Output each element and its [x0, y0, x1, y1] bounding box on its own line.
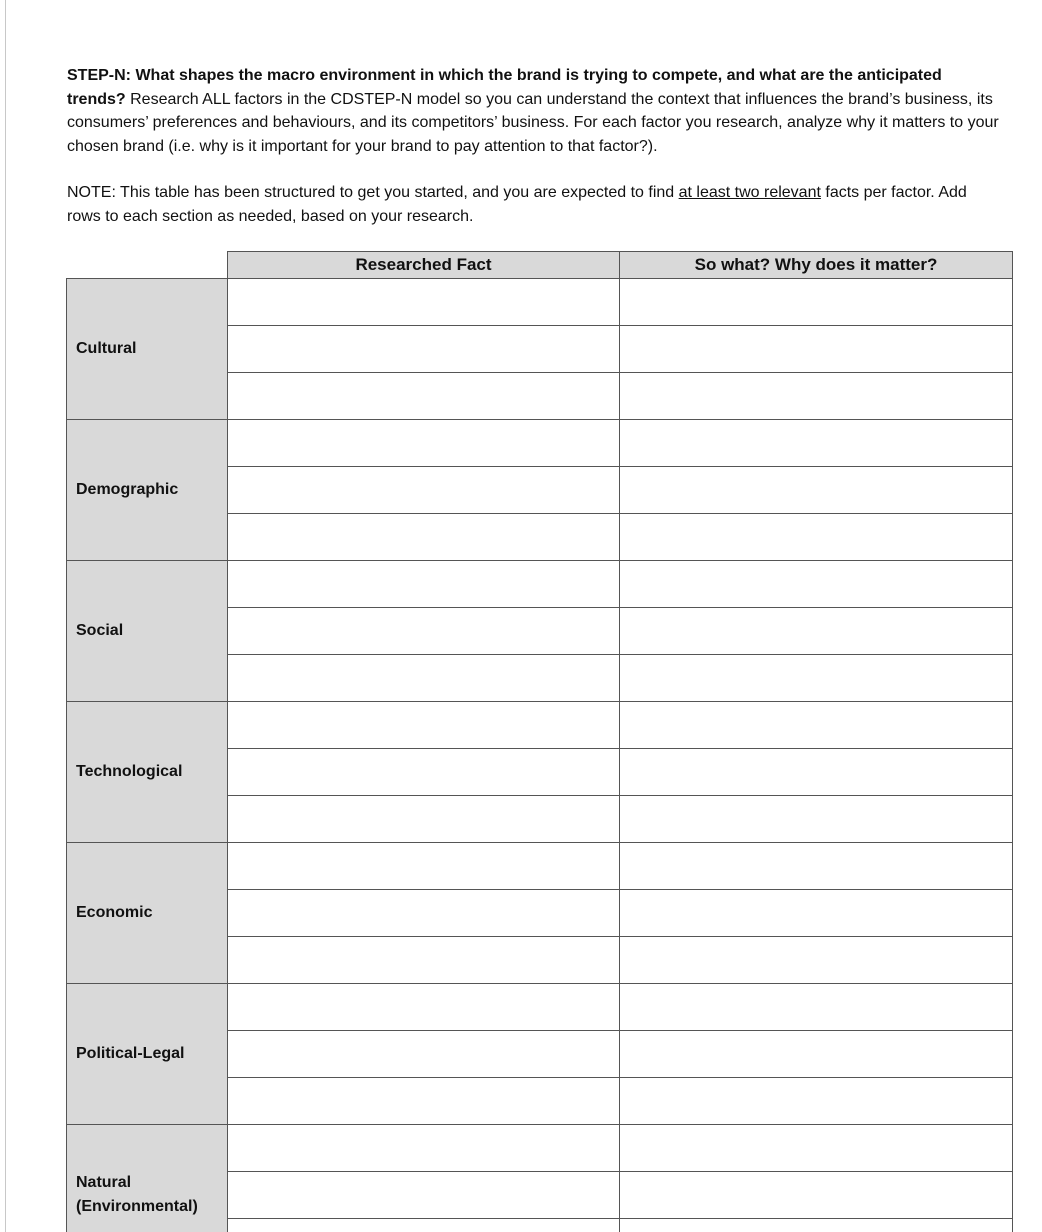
factor-technological: Technological [67, 702, 228, 843]
so-what-cell[interactable] [620, 467, 1013, 514]
header-researched-fact: Researched Fact [228, 252, 620, 279]
so-what-cell[interactable] [620, 514, 1013, 561]
fact-cell[interactable] [228, 1219, 620, 1232]
so-what-cell[interactable] [620, 326, 1013, 373]
table-row [67, 1125, 1013, 1172]
so-what-cell[interactable] [620, 420, 1013, 467]
factor-cultural: Cultural [67, 279, 228, 420]
table-row [67, 984, 1013, 1031]
note-emphasis: at least two relevant [678, 184, 821, 201]
so-what-cell[interactable] [620, 655, 1013, 702]
fact-cell[interactable] [228, 420, 620, 467]
so-what-cell[interactable] [620, 1078, 1013, 1125]
fact-cell[interactable] [228, 373, 620, 420]
instructions [67, 64, 1002, 228]
fact-cell[interactable] [228, 1125, 620, 1172]
factor-demographic: Demographic [67, 420, 228, 561]
table-row [67, 702, 1013, 749]
factor-natural-environmental: Natural (Environmental) [67, 1125, 228, 1232]
so-what-cell[interactable] [620, 608, 1013, 655]
fact-cell[interactable] [228, 1078, 620, 1125]
table-row [67, 420, 1013, 467]
so-what-cell[interactable] [620, 1219, 1013, 1232]
fact-cell[interactable] [228, 1031, 620, 1078]
fact-cell[interactable] [228, 467, 620, 514]
fact-cell[interactable] [228, 561, 620, 608]
step-n-table [66, 251, 1013, 1232]
fact-cell[interactable] [228, 608, 620, 655]
fact-cell[interactable] [228, 890, 620, 937]
so-what-cell[interactable] [620, 843, 1013, 890]
step-n-description: Research ALL factors in the CDSTEP-N model so you can understand the context that influences the brand’s business, its consumers’ preferences and behaviours, and its competitors’ business. For each factor you research, analyze why it matters to your chosen brand (i.e. why is it important for your brand to pay attention to that factor?). [67, 90, 999, 155]
factor-political-legal: Political-Legal [67, 984, 228, 1125]
factor-economic: Economic [67, 843, 228, 984]
fact-cell[interactable] [228, 514, 620, 561]
so-what-cell[interactable] [620, 749, 1013, 796]
fact-cell[interactable] [228, 749, 620, 796]
so-what-cell[interactable] [620, 937, 1013, 984]
fact-cell[interactable] [228, 843, 620, 890]
fact-cell[interactable] [228, 1172, 620, 1219]
note-text-start: NOTE: This table has been structured to get you started, and you are expected to find [67, 184, 679, 201]
fact-cell[interactable] [228, 702, 620, 749]
table-row [67, 561, 1013, 608]
so-what-cell[interactable] [620, 279, 1013, 326]
fact-cell[interactable] [228, 279, 620, 326]
so-what-cell[interactable] [620, 796, 1013, 843]
step-n-heading: STEP-N: What shapes the macro environment in which the brand is trying to compete, and what are the anticipated trends? [67, 67, 942, 108]
header-blank-cell [67, 252, 228, 279]
so-what-cell[interactable] [620, 561, 1013, 608]
so-what-cell[interactable] [620, 1172, 1013, 1219]
factor-social: Social [67, 561, 228, 702]
page-edge [5, 0, 6, 1232]
table-header-row [67, 252, 1013, 279]
fact-cell[interactable] [228, 796, 620, 843]
so-what-cell[interactable] [620, 1031, 1013, 1078]
fact-cell[interactable] [228, 984, 620, 1031]
fact-cell[interactable] [228, 655, 620, 702]
so-what-cell[interactable] [620, 1125, 1013, 1172]
table-row [67, 279, 1013, 326]
fact-cell[interactable] [228, 937, 620, 984]
fact-cell[interactable] [228, 326, 620, 373]
note-paragraph [67, 181, 1002, 228]
so-what-cell[interactable] [620, 373, 1013, 420]
step-n-paragraph [67, 64, 1002, 158]
table-row [67, 843, 1013, 890]
so-what-cell[interactable] [620, 984, 1013, 1031]
header-so-what: So what? Why does it matter? [620, 252, 1013, 279]
so-what-cell[interactable] [620, 890, 1013, 937]
note-text-end: facts per factor. Add rows to each section as needed, based on your research. [67, 184, 967, 225]
so-what-cell[interactable] [620, 702, 1013, 749]
